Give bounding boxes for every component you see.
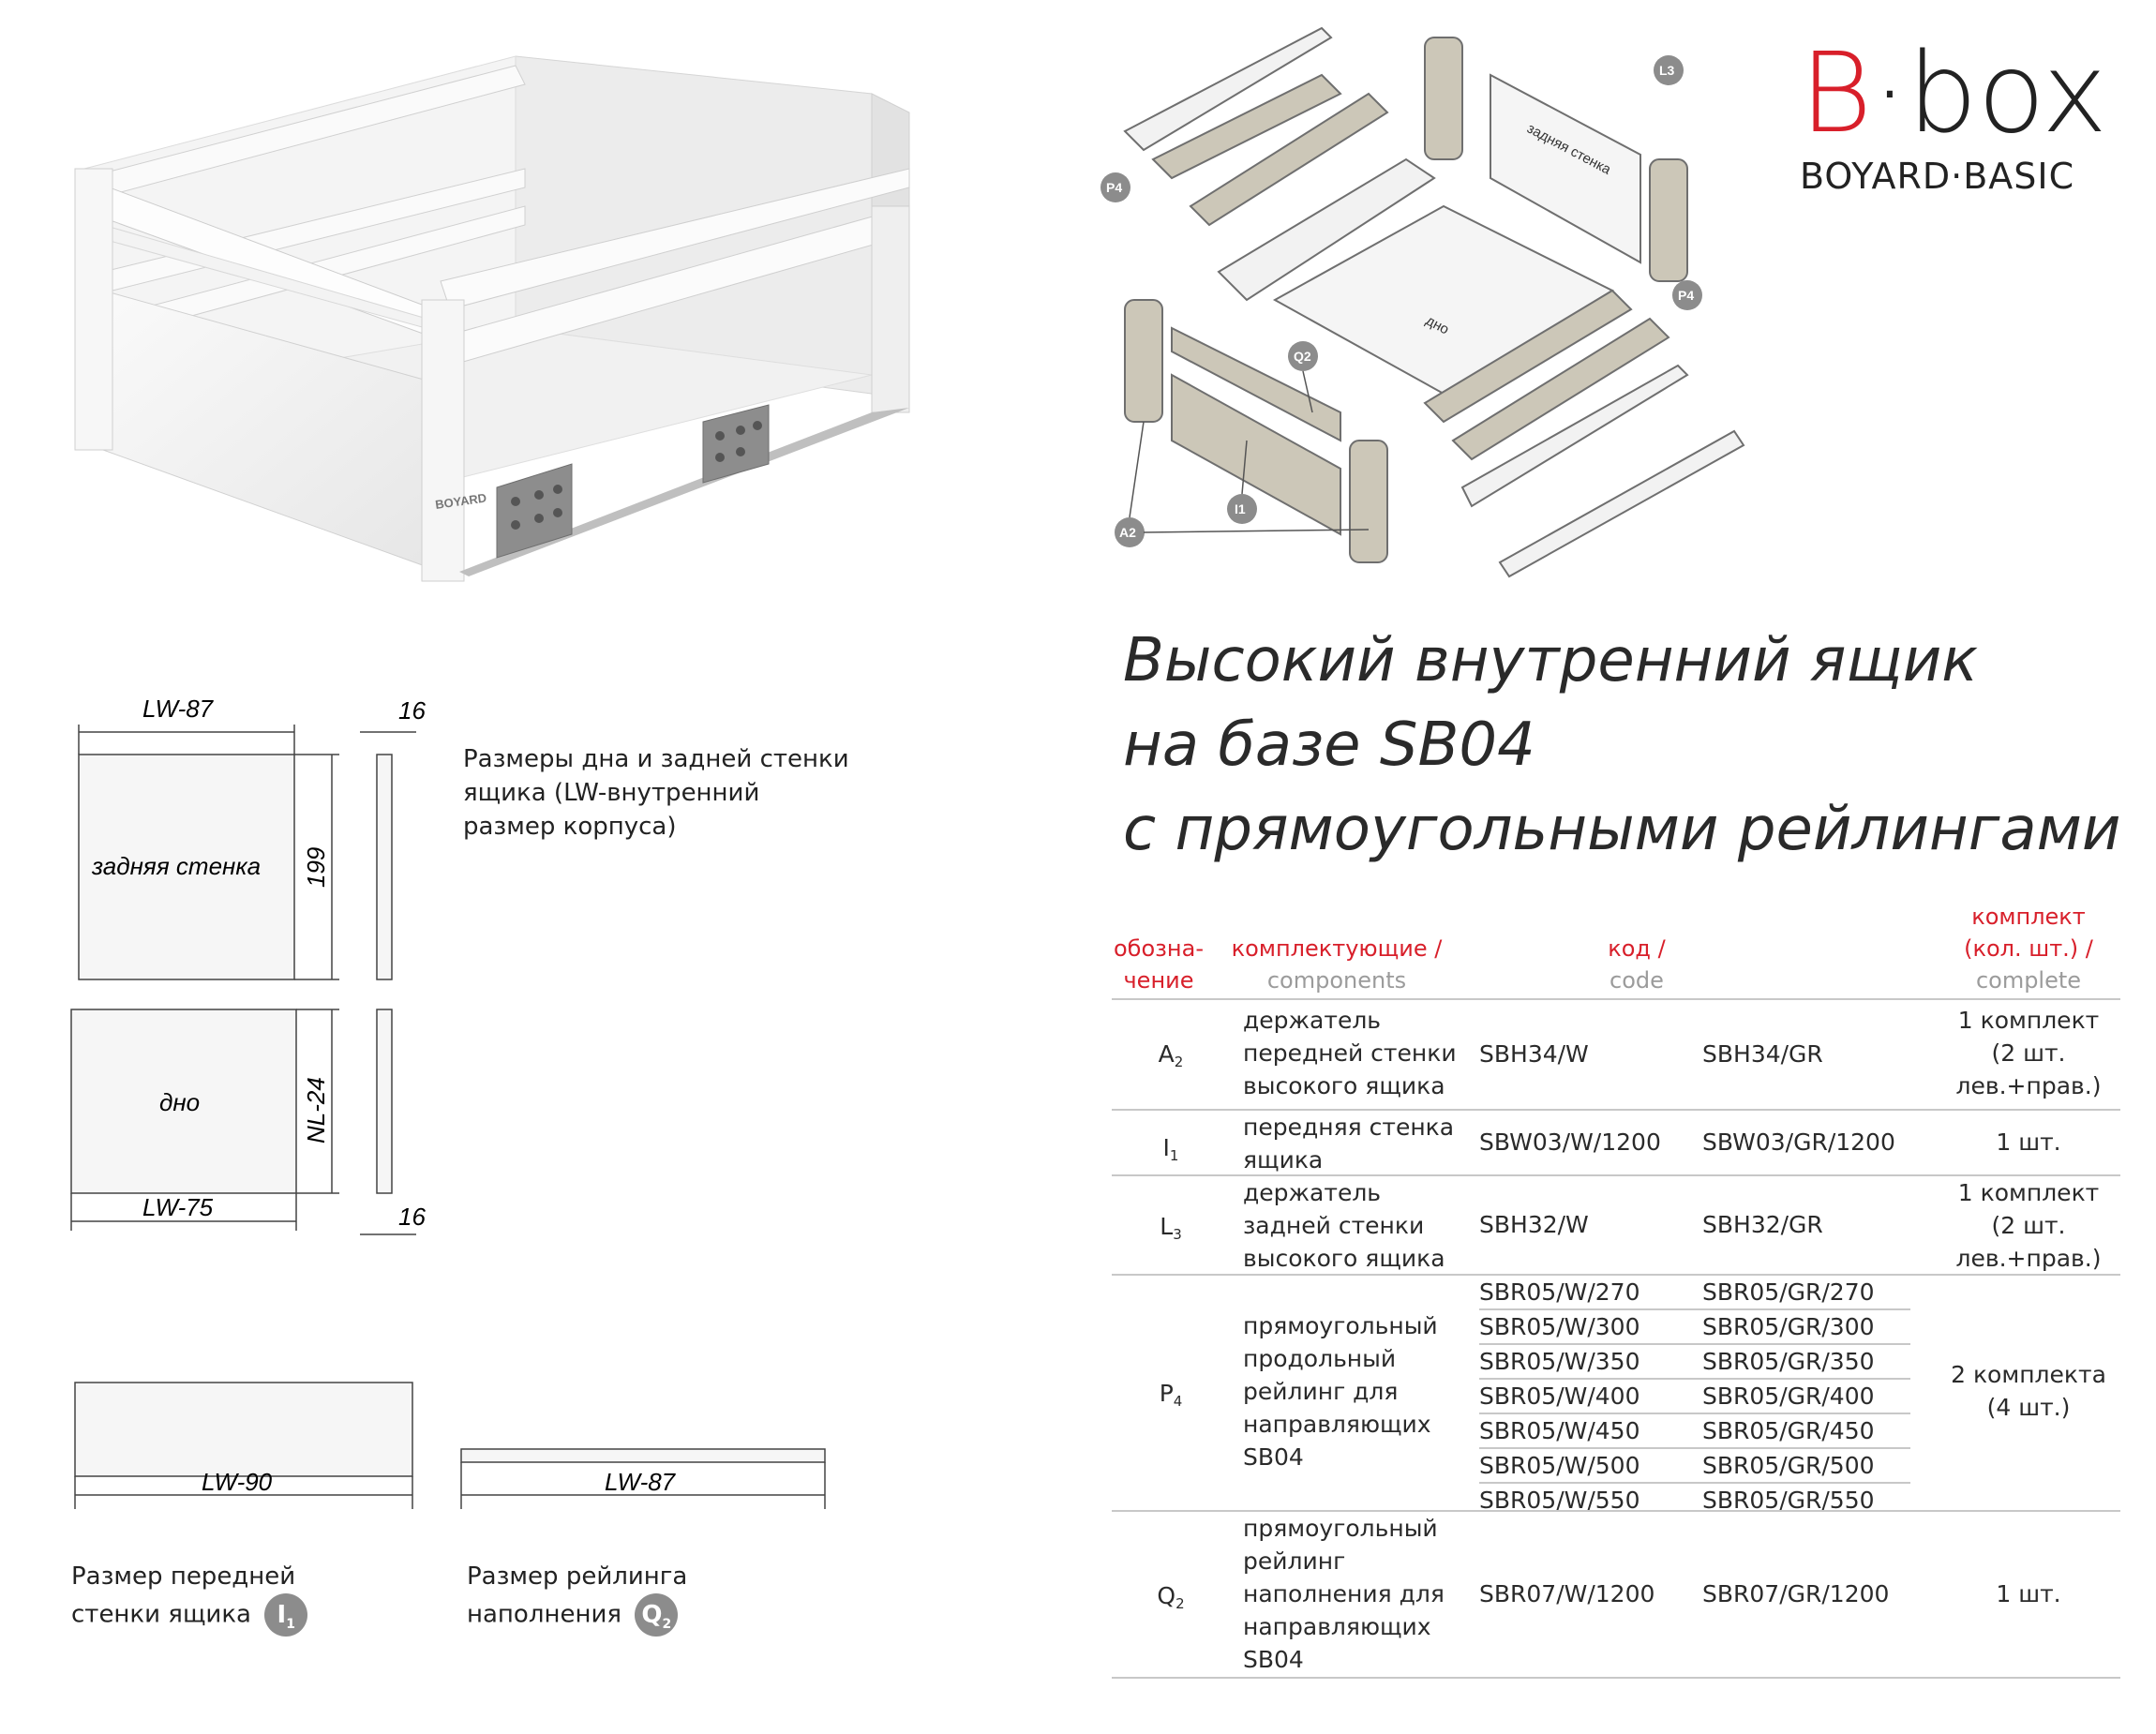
back-wall-side [377,755,392,979]
title-line-1: Высокий внутренний ящик [1123,626,1978,695]
label-p4-left [1100,172,1130,202]
row-code-gr: SBH32/GR [1702,1211,1823,1238]
logo-subtitle: BOYARD·BASIC [1800,156,2075,197]
row-code-w: SBH34/W [1479,1040,1589,1068]
front-holder-a2-right [1350,441,1387,562]
row-designation: $P_4$ [1159,1380,1183,1410]
row-component: передняя стенка ящика [1243,1114,1455,1173]
row-qty: 1 комплект (2 шт. лев.+прав.) [1955,1179,2102,1272]
front-holder-a2 [1125,300,1162,422]
row-designation: $L_3$ [1160,1213,1182,1243]
label-q2 [1288,341,1318,371]
code-row-550: SBR05/W/550 SBR05/GR/550 [1479,1487,1875,1514]
label-a2 [1115,517,1145,547]
header-complete: комплект (кол. шт.) / complete [1964,904,2093,994]
table-row-i1 [1112,1109,2120,1174]
svg-text:A2: A2 [1119,525,1136,540]
row-qty: 1 комплект (2 шт. лев.+прав.) [1955,1007,2102,1099]
svg-text:Q2: Q2 [1294,349,1311,364]
label-p4-right [1672,280,1702,310]
table-row-l3 [1112,1174,2120,1274]
title-line-3: с прямоугольными рейлингами [1123,795,2121,864]
back-wall-text: задняя стенка [1524,120,1614,178]
row-code-w: SBH32/W [1479,1211,1589,1238]
bottom-name: дно [159,1088,201,1116]
railing-rect [461,1449,825,1462]
header-components: комплектующие / components [1231,935,1443,994]
back-wall [1490,75,1640,262]
header-designation: обозна- чение [1114,935,1204,994]
code-row-500: SBR05/W/500 SBR05/GR/500 [1479,1449,1910,1484]
back-wall-name: задняя стенка [92,852,262,880]
exploded-parts-diagram [1087,19,1772,600]
svg-text:I1: I1 [1235,501,1246,516]
bottom-height-label: NL-24 [302,1077,330,1144]
back-height-label: 199 [302,846,330,888]
railing-caption: Размер рейлинга наполнения $Q_2$ [467,1560,687,1637]
drawer-illustration [66,37,928,600]
table-row-p4 [1112,1274,2120,1514]
header-code: код / code [1608,935,1666,994]
svg-text:P4: P4 [1678,288,1695,303]
boyard-brand-mark: BOYARD [434,490,488,512]
title-line-2: на базе SB04 [1123,710,1535,780]
logo-wordmark: B·box [1800,28,2108,157]
bottom-side [377,1009,392,1193]
row-code-w: SBW03/W/1200 [1479,1129,1661,1156]
row-designation: $A_2$ [1158,1040,1184,1070]
bottom-text: дно [1423,312,1452,338]
label-l3 [1654,55,1684,85]
back-width-label: LW-87 [142,695,214,723]
front-bracket-left [497,464,572,558]
front-bracket-right [703,405,769,483]
bottom-width-label: LW-75 [142,1193,214,1221]
row-code-gr: SBH34/GR [1702,1040,1823,1068]
table-end-rule [1112,1677,2120,1679]
railing-width-label: LW-87 [605,1468,676,1496]
row-designation: $Q_2$ [1157,1582,1185,1612]
table-header [1112,895,2120,998]
front-wall-rect [75,1383,412,1476]
badge-i1: $I_1$ [264,1593,307,1637]
row-code-w: SBR07/W/1200 [1479,1580,1655,1607]
front-caption: Размер передней стенки ящика $I_1$ [71,1560,307,1637]
row-component: держатель задней стенки высокого ящика [1243,1179,1445,1272]
code-row-350: SBR05/W/350 SBR05/GR/350 [1479,1345,1910,1380]
row-component: прямоугольный продольный рейлинг для направляющих SB04 [1243,1312,1438,1471]
bottom-thickness-label: 16 [398,1203,426,1231]
code-row-300: SBR05/W/300 SBR05/GR/300 [1479,1310,1910,1345]
row-code-gr: SBW03/GR/1200 [1702,1129,1895,1156]
front-width-label: LW-90 [202,1468,273,1496]
p4-codes [1479,1276,1910,1517]
components-table [1112,895,2120,1679]
back-holder-l3-right [1650,159,1687,281]
row-qty: 1 шт. [1996,1129,2061,1156]
row-component: держатель передней стенки высокого ящика [1243,1007,1457,1099]
row-qty: 1 шт. [1996,1580,2061,1607]
dimensions-note: Размеры дна и задней стенки ящика (LW-внутренний размер корпуса) [463,745,849,841]
front-and-railing-dimensions [66,1368,834,1528]
table-row-q2 [1112,1510,2120,1677]
code-row-270: SBR05/W/270 SBR05/GR/270 [1479,1276,1910,1310]
logo [1800,28,2156,225]
label-i1 [1227,494,1257,524]
back-thickness-label: 16 [398,696,426,725]
row-qty: 2 комплекта (4 шт.) [1951,1361,2106,1421]
row-designation: $I_1$ [1162,1134,1179,1164]
code-row-450: SBR05/W/450 SBR05/GR/450 [1479,1414,1910,1449]
code-row-400: SBR05/W/400 SBR05/GR/400 [1479,1380,1910,1414]
page-title [1123,619,2145,872]
dimension-diagrams [56,689,459,1251]
row-component: прямоугольный рейлинг наполнения для направляющих SB04 [1243,1515,1445,1673]
svg-text:L3: L3 [1659,63,1675,78]
svg-text:P4: P4 [1106,180,1123,195]
badge-q2: $Q_2$ [635,1593,678,1637]
back-holder-l3 [1425,37,1462,159]
table-row-a2 [1112,998,2120,1109]
row-code-gr: SBR07/GR/1200 [1702,1580,1890,1607]
